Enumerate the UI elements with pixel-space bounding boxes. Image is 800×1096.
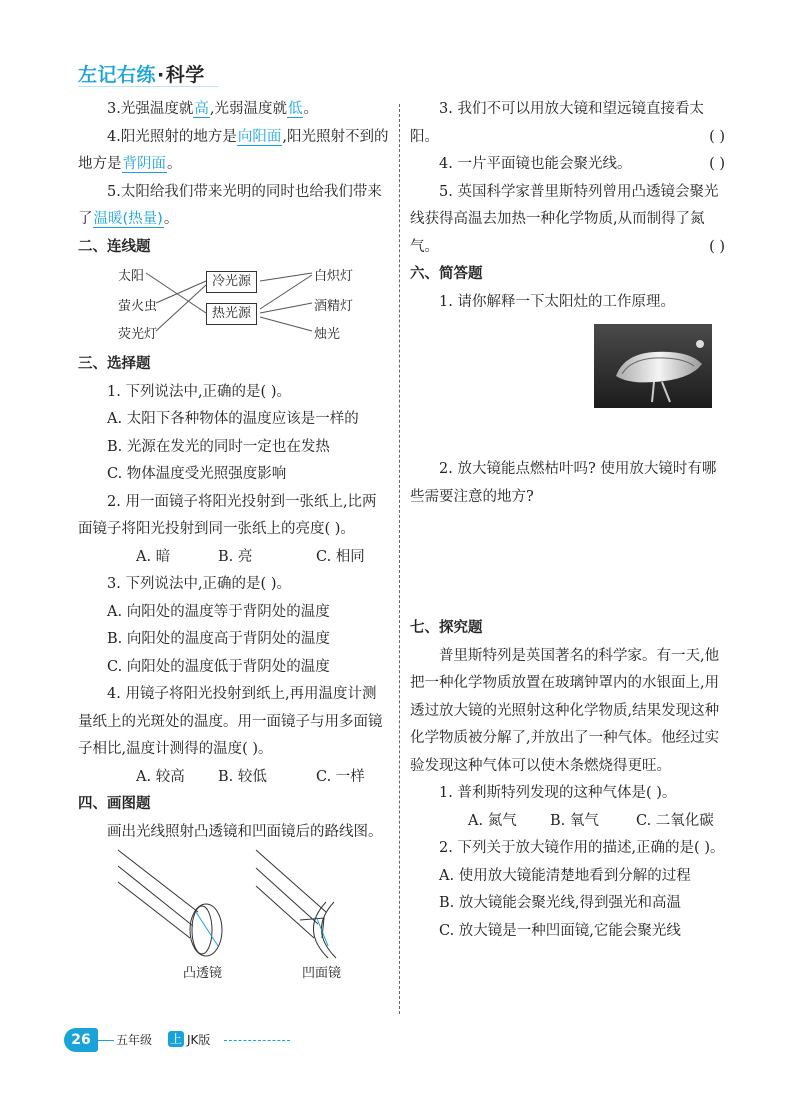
cold-light-box: 冷光源 bbox=[206, 271, 257, 293]
section-title-short-answer: 六、简答题 bbox=[410, 266, 483, 282]
option: A. 较高 bbox=[136, 768, 185, 785]
option: C. 放大镜是一种凹面镜,它能会聚光线 bbox=[439, 922, 681, 939]
brand-separator: · bbox=[157, 64, 165, 86]
match-right-item: 酒精灯 bbox=[314, 299, 354, 314]
option: C. 物体温度受光照强度影响 bbox=[107, 466, 287, 482]
brand-title bbox=[78, 60, 205, 87]
question-stem: 4. 用镜子将阳光投射到纸上,再用温度计测量纸上的光斑处的温度。用一面镜子与用多面镜子相比,温度计测得的温度( )。 bbox=[78, 686, 383, 757]
grade-label: 五年级 bbox=[116, 1033, 153, 1047]
option: C. 相同 bbox=[316, 548, 365, 565]
true-false-item: 5. 英国科学家普里斯特列曾用凸透镜会聚光线获得高温去加热一种化学物质,从而制得了氮气。 ( ) bbox=[410, 179, 725, 262]
option: A. 太阳下各种物体的温度应该是一样的 bbox=[107, 411, 359, 427]
right-column bbox=[410, 96, 725, 945]
convex-lens-rays bbox=[118, 850, 222, 956]
answer: 温暖(热量) bbox=[93, 211, 163, 227]
option: A. 氮气 bbox=[468, 812, 517, 829]
section-title-inquiry: 七、探究题 bbox=[410, 620, 483, 636]
fill-item-4: 4.阳光照射的地方是向阳面,阳光照射不到的地方是背阴面。 bbox=[78, 128, 389, 172]
brand-name: 左记右练 bbox=[78, 64, 157, 86]
solar-cooker-image bbox=[594, 324, 712, 408]
semester-badge: 上 bbox=[169, 1032, 182, 1046]
drawing-prompt: 画出光线照射凸透镜和凹面镜后的路线图。 bbox=[107, 823, 383, 840]
match-right-item: 白炽灯 bbox=[314, 269, 354, 284]
section-title-matching: 二、连线题 bbox=[78, 238, 151, 255]
question-stem: 2. 用一面镜子将阳光投射到一张纸上,比两面镜子将阳光投射到同一张纸上的亮度( )。 bbox=[78, 493, 377, 537]
option: C. 二氧化碳 bbox=[636, 812, 714, 829]
hot-light-box: 热光源 bbox=[206, 303, 257, 325]
concave-mirror-rays bbox=[256, 850, 336, 958]
option: B. 氧气 bbox=[550, 812, 599, 829]
short-answer-question: 1. 请你解释一下太阳灶的工作原理。 bbox=[439, 293, 675, 310]
option: B. 亮 bbox=[218, 548, 253, 565]
edition-label: JK版 bbox=[187, 1033, 211, 1047]
answer-paren: ( ) bbox=[709, 156, 725, 172]
convex-lens-shape bbox=[190, 904, 222, 956]
column-divider bbox=[399, 104, 400, 1014]
answer: 背阴面 bbox=[122, 156, 166, 172]
left-column bbox=[78, 96, 390, 986]
true-false-item: 4. 一片平面镜也能会聚光线。 ( ) bbox=[410, 151, 725, 179]
option: A. 暗 bbox=[136, 548, 171, 565]
matching-diagram bbox=[78, 261, 390, 351]
fill-item-3: 3.光强温度就高,光弱温度就低。 bbox=[107, 101, 318, 117]
option: C. 向阳处的温度低于背阴处的温度 bbox=[107, 658, 330, 675]
answer-paren: ( ) bbox=[709, 238, 725, 255]
solar-cooker-photo bbox=[594, 324, 712, 408]
inquiry-passage: 普里斯特列是英国著名的科学家。有一天,他把一种化学物质放置在玻璃钟罩内的水银面上,用透过放大镜的光照射这种化学物质,结果发现这种化学物质被分解了,并放出了一种气体。他经过实验发现这种气体可以使木条燃烧得更旺。 bbox=[410, 647, 720, 774]
options-row bbox=[78, 764, 390, 792]
question-stem: 1. 下列说法中,正确的是( )。 bbox=[107, 383, 291, 400]
option: B. 向阳处的温度高于背阴处的温度 bbox=[107, 631, 330, 647]
footer-line bbox=[98, 1040, 114, 1041]
section-title-drawing: 四、画图题 bbox=[78, 796, 151, 812]
options-row bbox=[410, 808, 725, 836]
option: A. 使用放大镜能清楚地看到分解的过程 bbox=[439, 867, 691, 884]
question-stem: 1. 普利斯特列发现的这种气体是( )。 bbox=[439, 785, 677, 801]
page-number: 26 bbox=[64, 1028, 98, 1052]
answer: 高 bbox=[194, 101, 209, 117]
brand-underline bbox=[78, 86, 218, 87]
answer: 低 bbox=[287, 101, 303, 117]
true-false-item: 3. 我们不可以用放大镜和望远镜直接看太阳。 ( ) bbox=[410, 96, 725, 151]
optics-figure bbox=[78, 846, 390, 986]
short-answer-question: 2. 放大镜能点燃枯叶吗? 使用放大镜时有哪些需要注意的地方? bbox=[410, 461, 717, 505]
option: B. 放大镜能会聚光线,得到强光和高温 bbox=[439, 895, 681, 911]
match-right-item: 烛光 bbox=[314, 327, 341, 342]
options-row bbox=[78, 544, 390, 572]
concave-mirror-label: 凹面镜 bbox=[302, 966, 342, 981]
question-stem: 3. 下列说法中,正确的是( )。 bbox=[107, 576, 291, 592]
subject-name: 科学 bbox=[165, 64, 205, 86]
convex-lens-label: 凸透镜 bbox=[183, 966, 223, 981]
footer-dotted-line bbox=[224, 1040, 290, 1041]
match-left-item: 荧光灯 bbox=[118, 327, 158, 342]
answer-paren: ( ) bbox=[709, 128, 725, 145]
option: A. 向阳处的温度等于背阴处的温度 bbox=[107, 603, 330, 620]
match-left-item: 萤火虫 bbox=[118, 299, 158, 314]
optics-diagram bbox=[78, 846, 390, 986]
option: B. 光源在发光的同时一定也在发热 bbox=[107, 438, 330, 455]
answer: 向阳面 bbox=[237, 128, 282, 145]
fill-item-5: 5.太阳给我们带来光明的同时也给我们带来了温暖(热量)。 bbox=[78, 183, 382, 227]
question-stem: 2. 下列关于放大镜作用的描述,正确的是( )。 bbox=[439, 840, 725, 856]
page-footer bbox=[64, 1028, 304, 1054]
option: B. 较低 bbox=[218, 768, 267, 785]
concave-mirror-shape bbox=[313, 902, 328, 958]
section-title-choice: 三、选择题 bbox=[78, 356, 151, 372]
option: C. 一样 bbox=[316, 768, 365, 785]
match-left-item: 太阳 bbox=[118, 269, 145, 284]
